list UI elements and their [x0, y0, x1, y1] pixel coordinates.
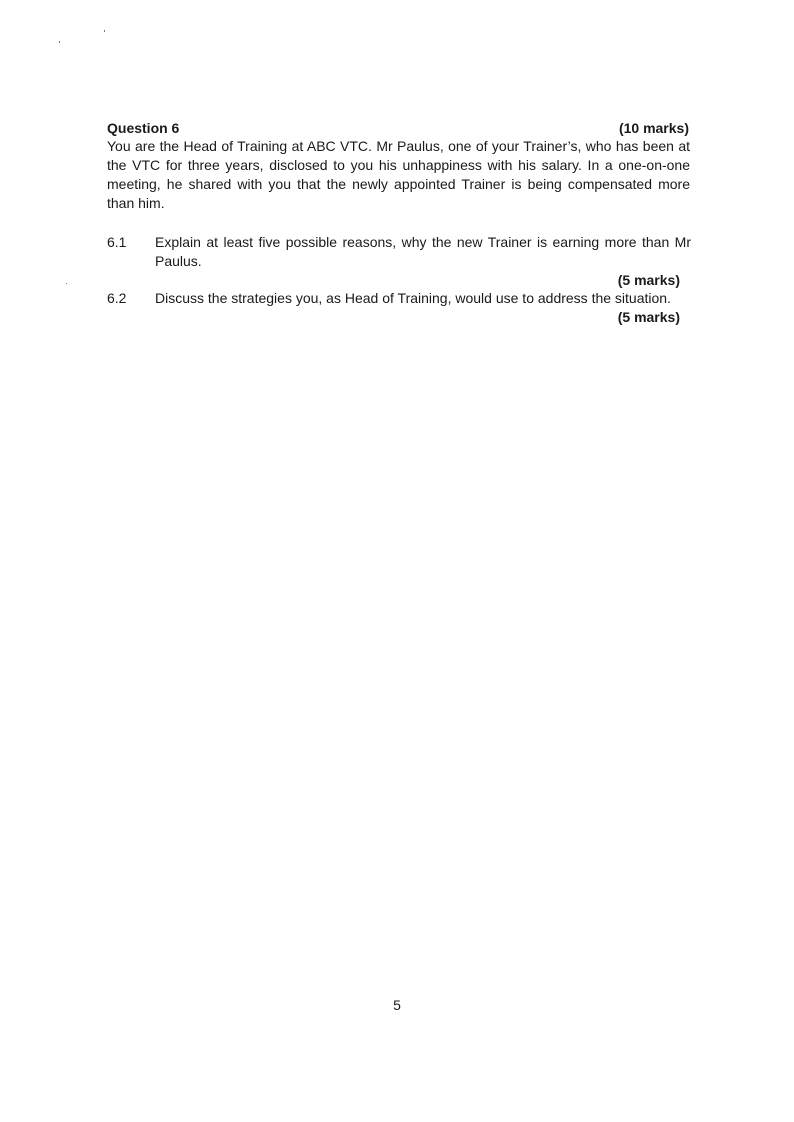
scan-speck [104, 30, 105, 32]
subquestion-6-1 [107, 233, 691, 290]
page-number: 5 [393, 997, 401, 1013]
question-title: Question 6 [107, 120, 180, 136]
subquestion-number: 6.2 [107, 290, 127, 306]
question-header [107, 119, 689, 137]
scan-speck [66, 283, 67, 284]
question-marks: (10 marks) [618, 120, 689, 136]
question-intro: You are the Head of Training at ABC VTC. Mr Paulus, one of your Trainer’s, who has been at the VTC for three years, disclosed to you his unhappiness with his salary. In a one-on-one meeting, he shared with you that the newly appointed Trainer is being compensated more than him. [107, 138, 690, 211]
subquestion-6-2 [107, 289, 691, 327]
subquestion-marks: (5 marks) [617, 309, 680, 325]
subquestion-marks: (5 marks) [617, 272, 680, 288]
subquestion-text: Discuss the strategies you, as Head of Training, would use to address the situation. [155, 290, 671, 306]
subquestion-number: 6.1 [107, 234, 127, 250]
subquestion-text: Explain at least five possible reasons, why the new Trainer is earning more than Mr Paulus. [155, 234, 691, 269]
scan-speck [59, 41, 60, 43]
